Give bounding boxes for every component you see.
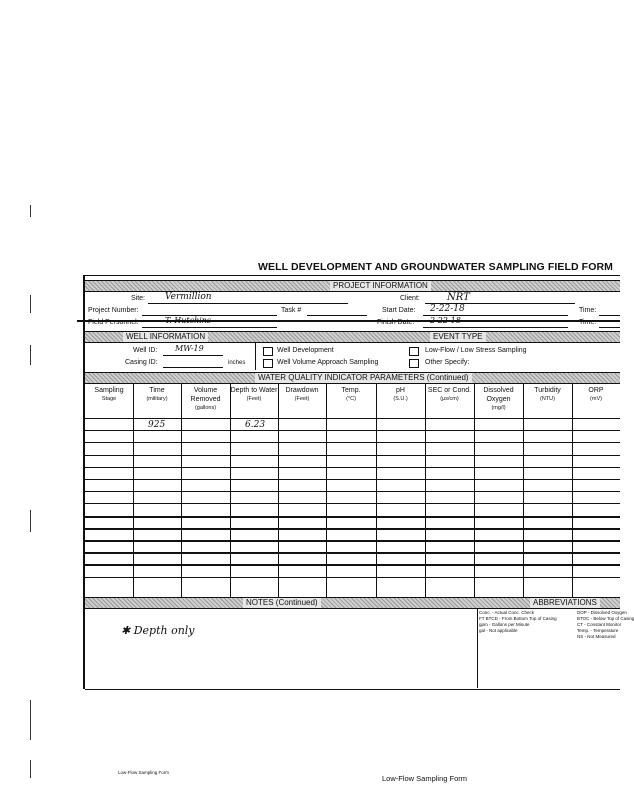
field-personnel-value: T. Hutchins: [165, 316, 212, 325]
row-divider: [85, 442, 620, 443]
column-name: Sampling: [94, 387, 124, 394]
well-id-label: Well ID:: [133, 347, 158, 354]
scan-mark: [30, 205, 31, 217]
column-name: pH: [396, 387, 405, 394]
scan-mark: [30, 700, 31, 740]
section-heading: WATER QUALITY INDICATOR PARAMETERS (Continued): [255, 373, 472, 383]
row-divider: [85, 467, 620, 468]
casing-id-label: Casing ID:: [125, 359, 158, 366]
event-label: Well Development: [277, 347, 334, 354]
column-header: [278, 386, 326, 404]
divider: [477, 608, 478, 688]
column-unit: (mg/l): [491, 405, 506, 411]
start-date-label: Start Date:: [382, 307, 416, 314]
event-label: Other Specify:: [425, 359, 470, 366]
column-name: SEC or Cond.: [427, 387, 472, 394]
client-value: NRT: [447, 292, 470, 303]
column-unit: Stage: [101, 396, 117, 402]
row-divider: [85, 430, 620, 431]
column-header: [523, 386, 572, 404]
finish-date-label: Finish Date:: [377, 319, 415, 326]
field-personnel-label: Field Personnel:: [88, 319, 139, 326]
row-divider: [85, 564, 620, 566]
task-label: Task #: [281, 307, 302, 314]
column-name: Dissolved Oxygen: [483, 387, 514, 403]
row-divider: [85, 455, 620, 456]
form-title: WELL DEVELOPMENT AND GROUNDWATER SAMPLING FIELD FORM: [258, 261, 613, 273]
start-time-field[interactable]: [599, 315, 620, 316]
time-label: Time:: [579, 319, 597, 326]
column-unit: (S.U.): [393, 396, 408, 402]
section-heading: WELL INFORMATION: [123, 332, 208, 342]
project-number-label: Project Number:: [88, 307, 139, 314]
other-checkbox[interactable]: [409, 359, 419, 368]
divider: [85, 689, 620, 690]
field-personnel-field[interactable]: [142, 327, 277, 328]
abbreviation-item: Conc. - Actual Conc. Check: [479, 610, 535, 615]
column-unit: (μs/cm): [440, 396, 459, 402]
column-header: [326, 386, 376, 404]
column-name: Time: [149, 387, 165, 394]
column-unit: (°C): [346, 396, 356, 402]
scan-mark: [30, 345, 31, 365]
abbreviation-item: FT BTCD - From Bottom Top of Casing: [479, 616, 557, 621]
section-heading: ABBREVIATIONS: [530, 598, 600, 608]
column-header: [425, 386, 474, 404]
section-heading: PROJECT INFORMATION: [330, 281, 431, 291]
row-divider: [85, 516, 620, 518]
section-heading: NOTES (Continued): [243, 598, 321, 608]
client-label: Client:: [400, 295, 420, 302]
row-divider: [85, 479, 620, 480]
row-divider: [85, 540, 620, 542]
notes-band: [85, 597, 620, 609]
depth-to-water-cell: 6.23: [245, 420, 266, 430]
casing-id-field[interactable]: [163, 367, 223, 368]
abbreviation-item: gal - Not applicable: [479, 628, 518, 633]
well-id-field[interactable]: [163, 355, 223, 356]
start-date-value: 2-22-18: [430, 304, 465, 314]
abbreviation-item: CT - Constant Monitor: [577, 622, 622, 627]
water-quality-band: [85, 372, 620, 384]
section-heading: EVENT TYPE: [430, 332, 486, 342]
site-value: Vermillion: [165, 292, 212, 302]
row-divider: [85, 418, 620, 419]
column-unit: (military): [146, 396, 168, 402]
scan-mark: [30, 760, 31, 778]
abbreviation-item: Temp. - Temperature: [577, 628, 619, 633]
well-id-value: MW-19: [175, 344, 204, 353]
well-development-checkbox[interactable]: [263, 347, 273, 356]
field-form: [83, 275, 634, 689]
scan-mark: [30, 510, 31, 532]
column-header: [230, 386, 278, 404]
task-field[interactable]: [307, 315, 367, 316]
row-divider: [85, 503, 620, 504]
abbreviation-list: [479, 610, 557, 634]
event-label: Well Volume Approach Sampling: [277, 359, 379, 366]
finish-date-field[interactable]: [423, 327, 568, 328]
column-unit: (Feet): [246, 396, 262, 402]
column-header: [133, 386, 181, 404]
scan-mark: [30, 295, 31, 313]
event-label: Low-Flow / Low Stress Sampling: [425, 347, 527, 354]
abbreviation-list: [577, 610, 634, 640]
abbreviation-item: gpm - Gallons per Minute: [479, 622, 530, 627]
row-divider: [85, 577, 620, 578]
time-label: Time:: [579, 307, 597, 314]
row-divider: [85, 552, 620, 554]
column-header: [376, 386, 425, 404]
column-unit: (mV): [590, 396, 602, 402]
column-name: Drawdown: [285, 387, 319, 394]
row-divider: [85, 528, 620, 530]
project-info-band: [85, 280, 620, 292]
column-name: Turbidity: [534, 387, 561, 394]
low-flow-checkbox[interactable]: [409, 347, 419, 356]
column-name: Volume Removed: [190, 387, 221, 403]
row-divider: [85, 491, 620, 492]
site-label: Site:: [131, 295, 146, 302]
column-header: [572, 386, 620, 404]
notes-text: ✱ Depth only: [121, 624, 195, 637]
column-unit: (NTU): [540, 396, 555, 402]
divider: [77, 320, 620, 322]
column-name: Temp.: [341, 387, 361, 394]
column-unit: (Feet): [294, 396, 310, 402]
column-name: ORP: [588, 387, 604, 394]
well-info-band: [85, 331, 620, 343]
column-header: [85, 386, 133, 404]
footer-left: Low-Flow Sampling Form: [118, 770, 170, 775]
column-header: [181, 386, 230, 413]
finish-date-value: 2-22-18: [430, 316, 461, 325]
column-unit: (gallons): [194, 405, 217, 411]
divider: [255, 342, 256, 370]
well-volume-checkbox[interactable]: [263, 359, 273, 368]
footer-center: Low-Flow Sampling Form: [382, 774, 468, 783]
column-name: Depth to Water: [230, 387, 278, 394]
column-header: [474, 386, 523, 413]
time-cell: 925: [148, 420, 166, 430]
site-field[interactable]: [148, 303, 348, 304]
inches-label: inches: [228, 360, 246, 366]
abbreviation-item: DOP - Dissolved Oxygen: [577, 610, 627, 615]
abbreviation-item: NS - Not Measured: [577, 634, 616, 639]
abbreviation-item: BTOC - Below Top of Casing: [577, 616, 634, 621]
finish-time-field[interactable]: [599, 327, 620, 328]
